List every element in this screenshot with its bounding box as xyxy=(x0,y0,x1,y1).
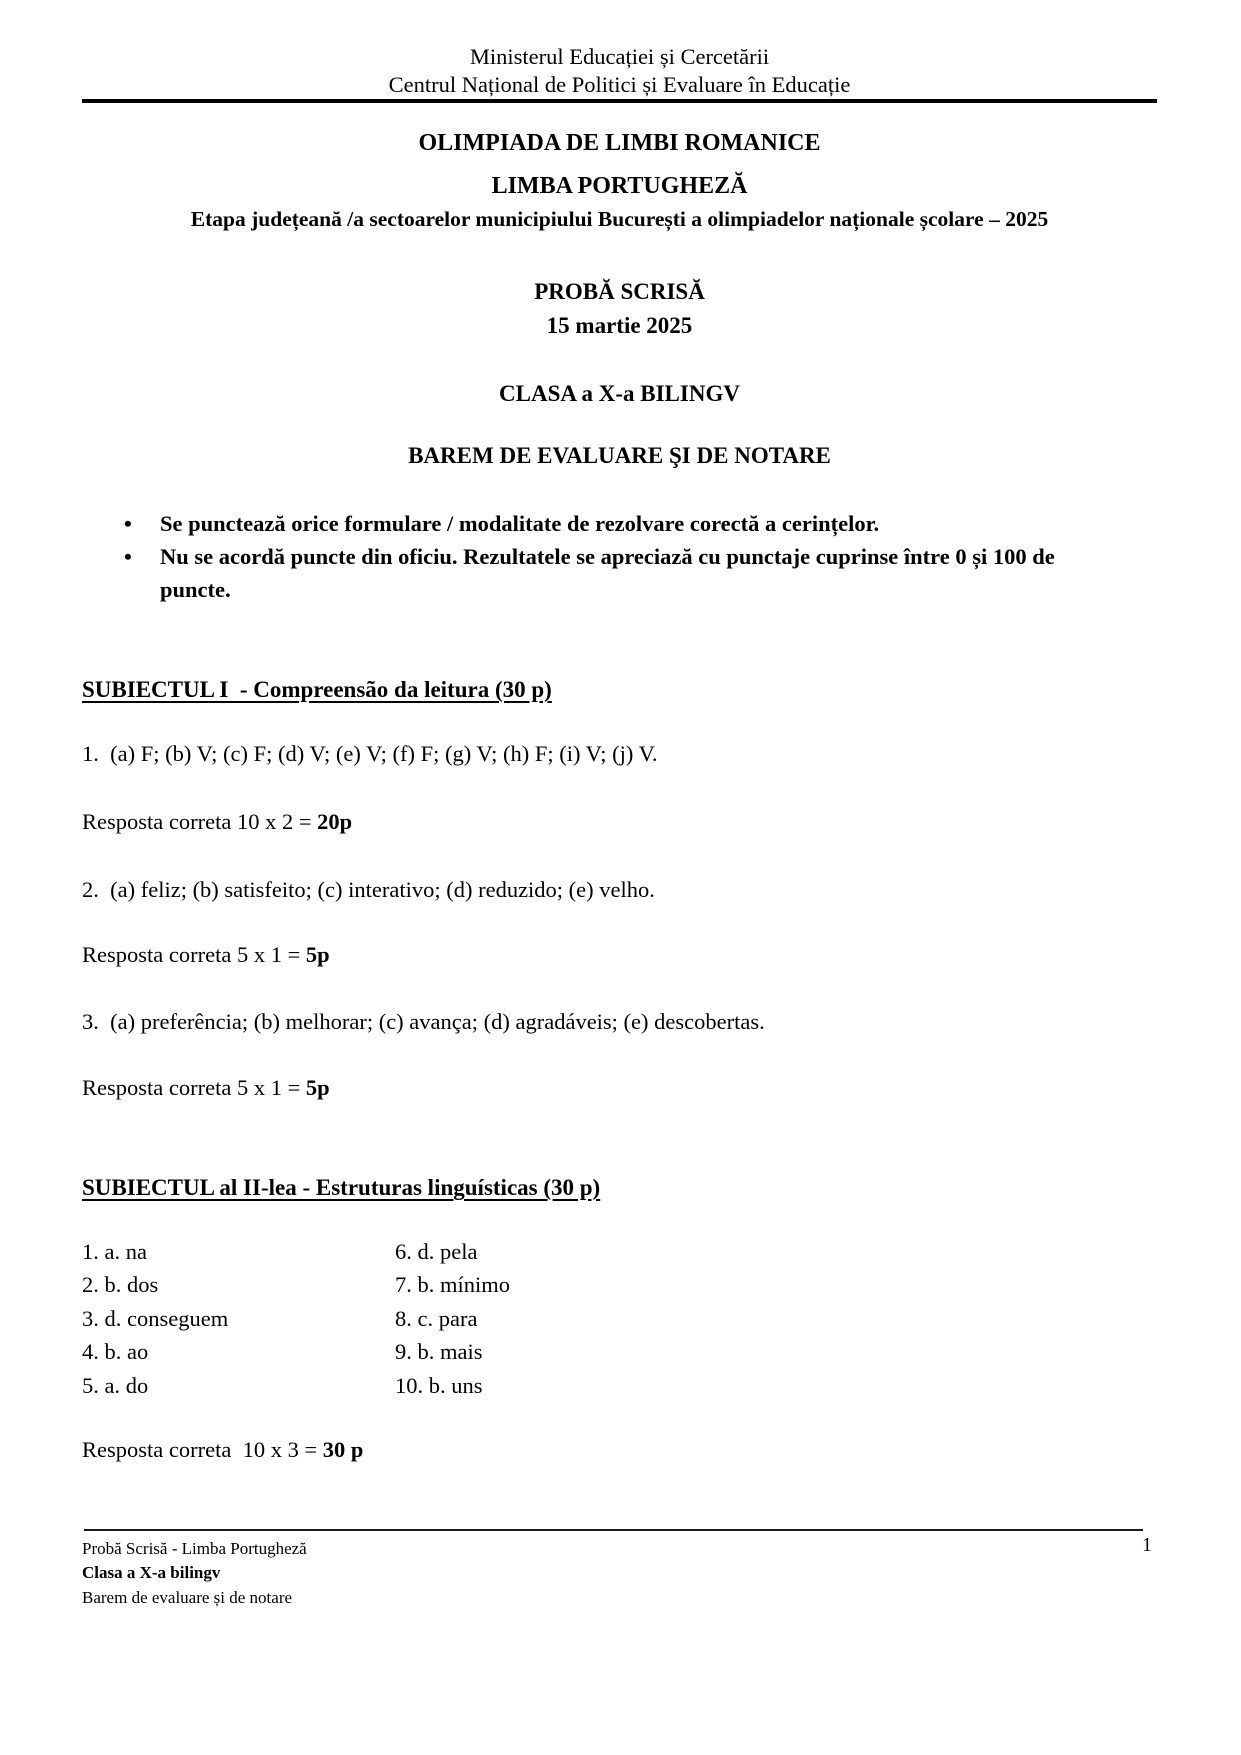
language-title: LIMBA PORTUGHEZĂ xyxy=(491,173,748,199)
answer-cell: 10. b. uns xyxy=(395,1372,483,1398)
grading-note-text: Se punctează orice formulare / modalitate de rezolvare corectă a cerințelor. xyxy=(160,511,880,536)
score-points: 5p xyxy=(305,1075,330,1100)
score-text: Resposta correta 5 x 1 = xyxy=(82,942,306,967)
answer-cell: 6. d. pela xyxy=(395,1239,478,1264)
header-rule xyxy=(82,99,1157,103)
subject1-score-2 xyxy=(82,938,1157,972)
subject2-heading: SUBIECTUL al II-lea - Estruturas linguísticas (30 p) xyxy=(82,1175,601,1200)
bullet-icon: • xyxy=(124,544,132,569)
class-label: CLASA a X-a BILINGV xyxy=(499,381,740,406)
stage-subtitle: Etapa județeană /a sectoarelor municipiului București a olimpiadelor naționale școlare – 2025 xyxy=(190,207,1049,231)
score-points: 20p xyxy=(317,809,353,834)
footer-rule xyxy=(84,1529,1143,1531)
answer-cell: 5. a. do xyxy=(82,1372,149,1398)
answer-cell: 3. d. conseguem xyxy=(82,1305,229,1331)
subject1-answer-2: 2. (a) feliz; (b) satisfeito; (c) interativo; (d) reduzido; (e) velho. xyxy=(82,877,655,902)
answer-cell: 7. b. mínimo xyxy=(395,1272,511,1298)
grading-note xyxy=(82,507,1122,540)
footer-exam-title: Probă Scrisă - Limba Portugheză xyxy=(82,1539,307,1558)
answer-cell: 9. b. mais xyxy=(395,1339,483,1365)
exam-date: 15 martie 2025 xyxy=(546,313,693,338)
bullet-icon: • xyxy=(124,511,132,536)
score-text: Resposta correta 10 x 2 = xyxy=(82,809,318,834)
subject2-answers-grid xyxy=(82,1235,882,1402)
subject1-answer-1: 1. (a) F; (b) V; (c) F; (d) V; (e) V; (f) F; (g) V; (h) F; (i) V; (j) V. xyxy=(82,741,658,766)
subject2-score xyxy=(82,1433,1157,1467)
grading-note-text: Nu se acordă puncte din oficiu. Rezultatele se apreciază cu punctaje cuprinse între 0 și 100 de puncte. xyxy=(160,544,1055,602)
page-number: 1 xyxy=(1142,1534,1152,1556)
exam-type: PROBĂ SCRISĂ xyxy=(534,279,705,304)
ministry-name: Ministerul Educației și Cercetării xyxy=(469,44,770,69)
grading-note xyxy=(82,540,1122,606)
olympiad-title: OLIMPIADA DE LIMBI ROMANICE xyxy=(418,130,821,156)
score-text: Resposta correta 5 x 1 = xyxy=(82,1075,306,1100)
score-points: 5p xyxy=(305,942,330,967)
score-points: 30 p xyxy=(322,1437,364,1462)
rubric-title: BAREM DE EVALUARE ŞI DE NOTARE xyxy=(408,443,831,468)
subject1-score-1 xyxy=(82,805,1157,839)
subject1-answer-3: 3. (a) preferência; (b) melhorar; (c) avança; (d) agradáveis; (e) descobertas. xyxy=(82,1009,765,1034)
footer-rubric: Barem de evaluare și de notare xyxy=(82,1588,293,1607)
center-name: Centrul Național de Politici și Evaluare în Educație xyxy=(388,72,851,97)
answer-cell: 4. b. ao xyxy=(82,1339,149,1365)
subject1-heading: SUBIECTUL I - Compreensão da leitura (30 p) xyxy=(82,677,552,702)
grading-notes-list xyxy=(82,507,1122,606)
answer-cell: 1. a. na xyxy=(82,1239,147,1264)
answer-cell: 2. b. dos xyxy=(82,1272,159,1298)
score-text: Resposta correta 10 x 3 = xyxy=(82,1437,323,1462)
answer-cell: 8. c. para xyxy=(395,1305,478,1331)
footer-class: Clasa a X-a bilingv xyxy=(82,1563,221,1582)
subject1-score-3 xyxy=(82,1071,1157,1105)
